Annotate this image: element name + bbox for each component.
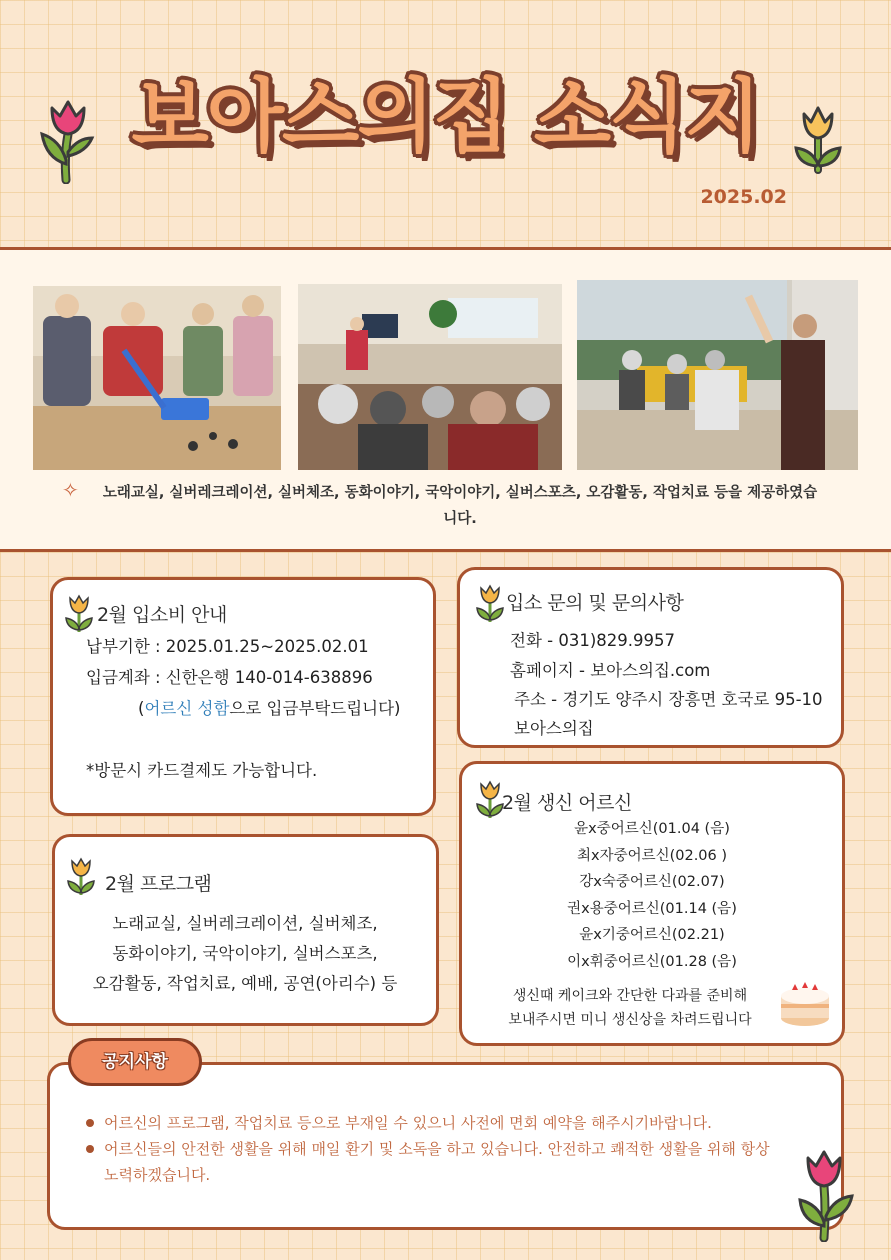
program-list [55,909,435,999]
inquiry-card [457,567,844,748]
phone-number: 전화 - 031)829.9957 [510,631,675,650]
activity-photo-2 [298,284,562,470]
tulip-icon [474,584,506,624]
list-item: 어르신의 프로그램, 작업치료 등으로 부재일 수 있으니 사전에 면회 예약을 해주시기바랍니다. [86,1110,786,1136]
notice-card [47,1062,844,1230]
tulip-icon [790,104,846,174]
list-item: 이x휘중어르신(01.28 (음) [567,953,737,970]
deposit-name-note: (어르신 성함으로 입금부탁드립니다) [138,699,401,718]
birthday-list [462,816,842,975]
activity-photo-1 [33,286,281,470]
birthday-card-title: 2월 생신 어르신 [502,792,632,814]
program-card-title: 2월 프로그램 [105,873,212,895]
cake-icon [778,978,832,1028]
inquiry-card-title: 입소 문의 및 문의사항 [506,592,684,614]
list-item: 윤x중어르신(01.04 (음) [574,821,730,837]
photo-caption: 노래교실, 실버레크레이션, 실버체조, 동화이야기, 국악이야기, 실버스포츠, 오감활동, 작업치료 등을 제공하였습니다. [102,485,818,527]
birthday-note [482,984,778,1032]
card-payment-note: *방문시 카드결제도 가능합니다. [86,761,318,780]
birthday-note-line: 보내주시면 미니 생신상을 차려드립니다 [508,1012,752,1028]
fee-card-title: 2월 입소비 안내 [97,604,227,626]
notice-list [86,1110,786,1188]
senior-name-highlight: 어르신 성함 [144,699,230,718]
list-item: 강x숙중어르신(02.07) [579,874,725,890]
birthday-note-line: 생신때 케이크와 간단한 다과를 준비해 [512,988,748,1004]
program-line: 동화이야기, 국악이야기, 실버스포츠, [112,944,378,963]
list-item: 어르신들의 안전한 생활을 위해 매일 환기 및 소독을 하고 있습니다. 안전하고 쾌적한 생활을 위해 항상 노력하겠습니다. [86,1136,786,1188]
address-name: 보아스의집 [514,719,594,738]
tulip-icon [794,1150,858,1242]
homepage-url: 홈페이지 - 보아스의집.com [510,661,711,680]
list-item: 윤x기중어르신(02.21) [579,927,725,943]
tulip-icon [63,594,95,634]
list-item: 권x용중어르신(01.14 (음) [567,900,737,917]
program-card [52,834,439,1026]
fee-info-card [50,577,436,816]
payment-due: 납부기한 : 2025.01.25~2025.02.01 [86,637,369,656]
tulip-icon [38,94,98,184]
newsletter-title: 보아스의집 소식지 [131,70,760,163]
tulip-icon [65,857,97,897]
program-line: 오감활동, 작업치료, 예배, 공연(아리수) 등 [92,974,398,993]
bank-account: 입금계좌 : 신한은행 140-014-638896 [86,668,373,687]
issue-date: 2025.02 [700,186,787,208]
program-line: 노래교실, 실버레크레이션, 실버체조, [112,914,378,933]
address: 주소 - 경기도 양주시 장흥면 호국로 95-10 [514,690,823,709]
birthday-card [459,761,845,1046]
list-item: 최x자중어르신(02.06 ) [576,847,728,864]
activity-photo-3 [577,280,858,470]
notice-label: 공지사항 [68,1038,202,1086]
sparkle-icon: ✧ [62,478,79,502]
